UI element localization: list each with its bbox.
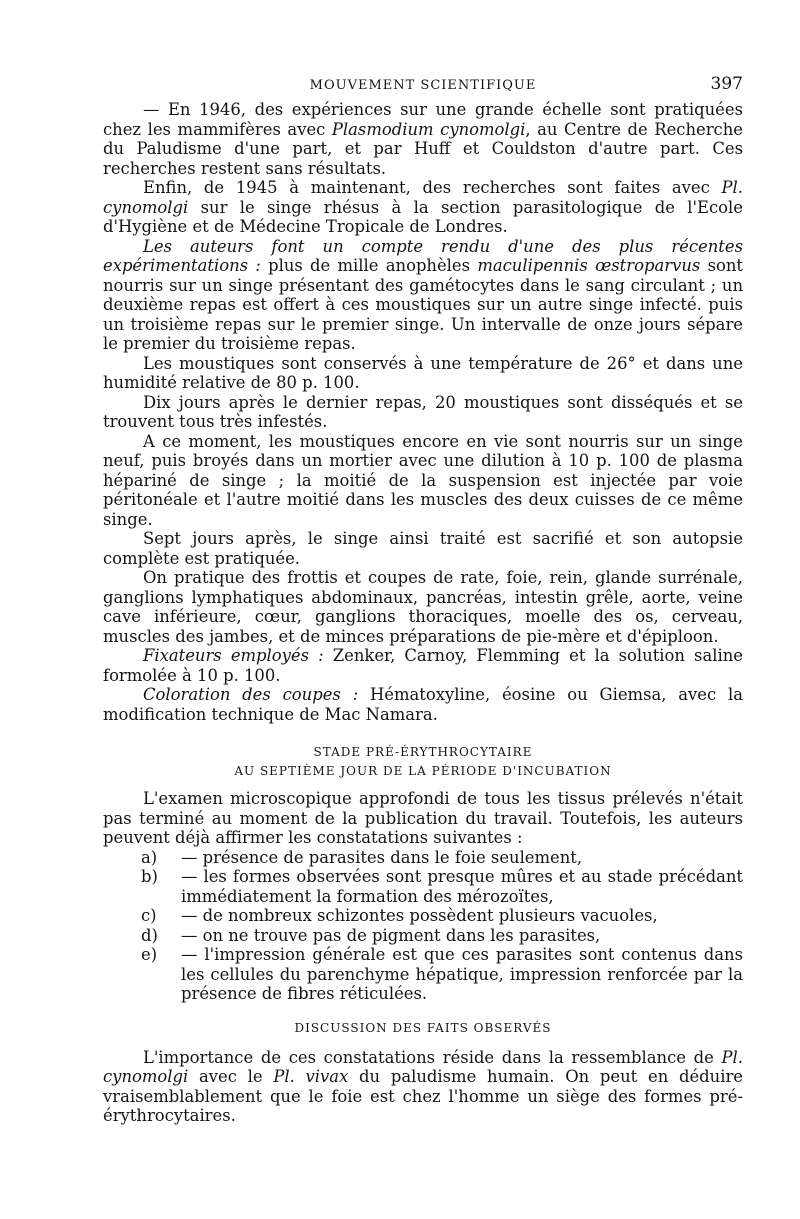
p10-rest: Hématoxyline, éosine ou Giemsa, avec la modification technique de Mac Namara. bbox=[103, 685, 743, 724]
list-marker: a) bbox=[141, 847, 158, 867]
section-1-intro: L'examen microscopique approfondi de tous les tissus prélevés n'était pas terminé au moment de la publication du travail. Toutefois, les auteurs peuvent déjà affirmer les constatations suivantes : bbox=[103, 789, 743, 847]
list-item bbox=[103, 906, 743, 926]
paragraph-7: Sept jours après, le singe ainsi traité est sacrifié et son autopsie complète est pratiquée. bbox=[103, 529, 743, 568]
list-item-text: — les formes observées sont presque mûres et au stade précédant immédiatement la formation des mérozoïtes, bbox=[181, 867, 743, 906]
paragraph-9 bbox=[103, 646, 743, 685]
list-item-text: — présence de parasites dans le foie seulement, bbox=[181, 847, 583, 867]
p3-species: maculipennis œstroparvus bbox=[477, 256, 701, 275]
p9-lead: Fixateurs employés : bbox=[143, 646, 324, 665]
paragraph-8: On pratique des frottis et coupes de rate, foie, rein, glande surrénale, ganglions lymphatiques abdominaux, pancréas, intestin grêle, aorte, veine cave inférieure, cœur, ganglions thoraciques, moelle des os, cerveau, muscles des jambes, et de minces préparations de pie-mère et d'épiploon. bbox=[103, 568, 743, 646]
list-item-text: — de nombreux schizontes possèdent plusieurs vacuoles, bbox=[181, 906, 658, 925]
p2-rest: sur le singe rhésus à la section parasitologique de l'Ecole d'Hygiène et de Médecine Tropicale de Londres. bbox=[103, 197, 743, 236]
list-item bbox=[103, 867, 743, 906]
section-1-title-line-2: AU SEPTIÈME JOUR DE LA PÉRIODE D'INCUBATION bbox=[234, 764, 612, 778]
section-1-title-line-1: STADE PRÉ-ÉRYTHROCYTAIRE bbox=[313, 745, 533, 759]
findings-list bbox=[103, 848, 743, 1004]
page-header bbox=[103, 76, 743, 98]
s2-species-1: Pl. cynomolgi bbox=[103, 1047, 743, 1086]
list-marker: d) bbox=[141, 925, 158, 945]
p9-rest: Zenker, Carnoy, Flemming et la solution saline formolée à 10 p. 100. bbox=[103, 646, 743, 685]
s2-text-a: L'importance de ces constatations réside dans la ressemblance de bbox=[143, 1047, 722, 1067]
p2-text: Enfin, de 1945 à maintenant, des recherches sont faites avec bbox=[143, 178, 722, 197]
paragraph-4: Les moustiques sont conservés à une température de 26° et dans une humidité relative de 80 p. 100. bbox=[103, 353, 743, 392]
page-number: 397 bbox=[710, 74, 743, 94]
p1-species: Plasmodium cynomolgi bbox=[331, 119, 526, 139]
list-marker: b) bbox=[141, 867, 158, 886]
p3-lead: Les auteurs font un compte rendu d'une des plus récentes expérimentations : bbox=[103, 236, 743, 275]
paragraph-6: A ce moment, les moustiques encore en vie sont nourris sur un singe neuf, puis broyés dans un mortier avec une dilution à 10 p. 100 de plasma hépariné de singe ; la moitié de la suspension est injectée par voie péritonéale et l'autre moitié dans les muscles des deux cuisses de ce même singe. bbox=[103, 431, 743, 529]
paragraph-1 bbox=[103, 100, 743, 178]
s2-text-c: du paludisme humain. On peut en déduire vraisemblablement que le foie est chez l'homme un siège des formes pré-érythrocytaires. bbox=[103, 1067, 744, 1125]
list-item bbox=[103, 945, 743, 1004]
list-item-text: — l'impression générale est que ces parasites sont contenus dans les cellules du parenchyme hépatique, impression renforcée par la présence de fibres réticulées. bbox=[181, 945, 743, 1003]
list-marker: e) bbox=[141, 945, 158, 964]
s2-text-b: avec le bbox=[188, 1067, 274, 1086]
section-2-paragraph bbox=[103, 1048, 743, 1126]
paragraph-2 bbox=[103, 178, 743, 237]
running-title: MOUVEMENT SCIENTIFIQUE bbox=[309, 78, 537, 93]
list-item bbox=[103, 926, 743, 946]
paragraph-5: Dix jours après le dernier repas, 20 moustiques sont disséqués et se trouvent tous très infestés. bbox=[103, 392, 743, 431]
list-item bbox=[103, 848, 743, 868]
p2-species: Pl. cynomolgi bbox=[103, 178, 743, 217]
paragraph-3 bbox=[103, 237, 743, 354]
body-text bbox=[103, 100, 743, 1126]
s2-species-2: Pl. vivax bbox=[273, 1067, 349, 1086]
p1-text: — En 1946, des expériences sur une grande échelle sont pratiquées chez les mammifères avec bbox=[103, 100, 743, 139]
list-marker: c) bbox=[141, 906, 157, 925]
p10-lead: Coloration des coupes : bbox=[143, 685, 359, 704]
p3-text: plus de mille anophèles bbox=[260, 256, 478, 275]
section-2-title: DISCUSSION DES FAITS OBSERVÉS bbox=[294, 1020, 552, 1035]
p1-rest: , au Centre de Recherche du Paludisme d'une part, et par Huff et Couldston d'autre part. Ces recherches restent sans résultats. bbox=[103, 119, 743, 178]
paragraph-10 bbox=[103, 685, 743, 724]
p3-rest: sont nourris sur un singe présentant des gamétocytes dans le sang circulant ; un deuxième repas est offert à ces moustiques sur un autre singe infecté. puis un troisième repas sur le premier singe. Un intervalle de onze jours sépare le premier du troisième repas. bbox=[103, 256, 743, 353]
list-item-text: — on ne trouve pas de pigment dans les parasites, bbox=[181, 925, 601, 945]
